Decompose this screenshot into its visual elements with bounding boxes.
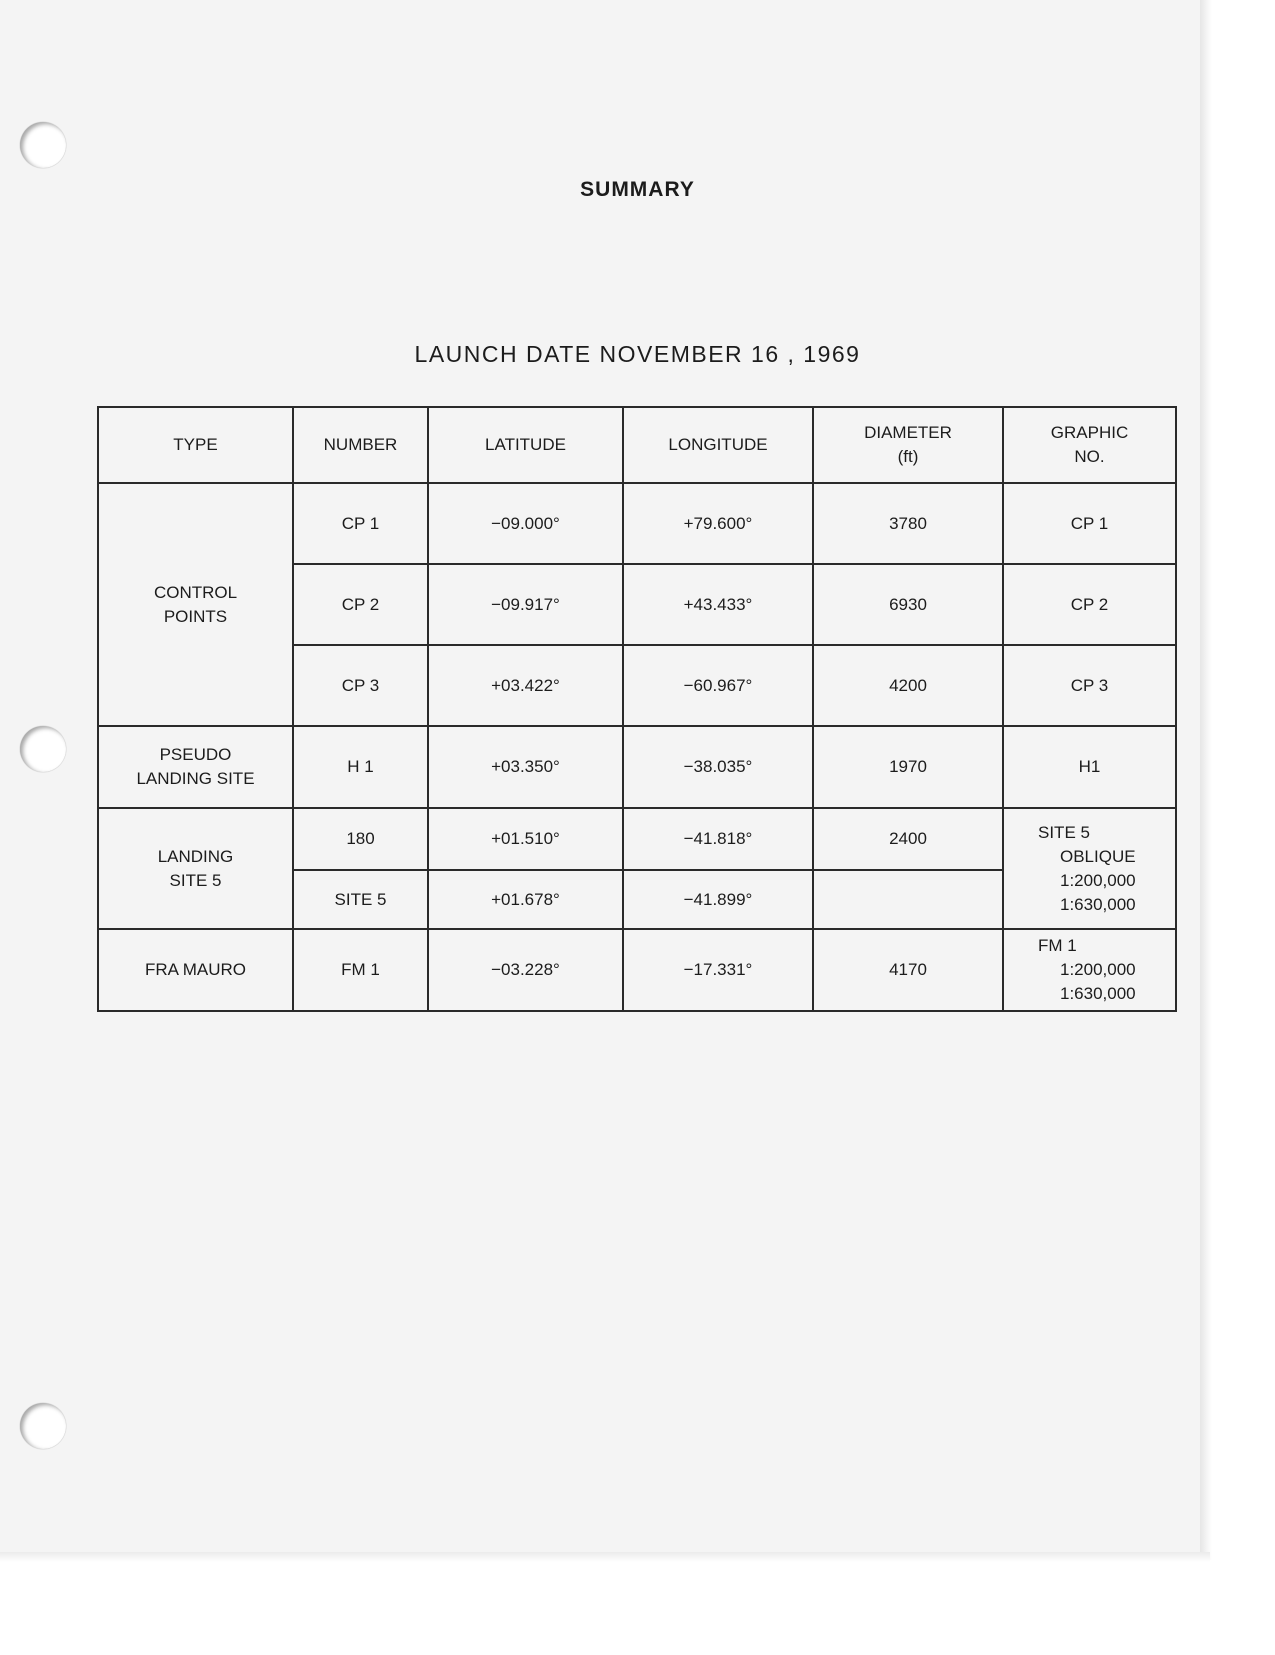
header-number: NUMBER bbox=[293, 407, 428, 483]
cell-longitude: +43.433° bbox=[623, 564, 813, 645]
cell-number: FM 1 bbox=[293, 929, 428, 1011]
cell-diameter bbox=[813, 870, 1003, 929]
type-label-line2: LANDING SITE bbox=[136, 769, 255, 788]
cell-number: CP 1 bbox=[293, 483, 428, 564]
graphic-line: 1:200,000 bbox=[1060, 960, 1136, 979]
cell-graphic: H1 bbox=[1003, 726, 1176, 808]
launch-date-heading: LAUNCH DATE NOVEMBER 16 , 1969 bbox=[414, 341, 861, 367]
graphic-line: 1:630,000 bbox=[1060, 894, 1136, 914]
cell-latitude: −09.917° bbox=[428, 564, 623, 645]
cell-longitude: −41.818° bbox=[623, 808, 813, 870]
cell-latitude: +03.422° bbox=[428, 645, 623, 726]
graphic-line: FM 1 bbox=[1038, 936, 1077, 955]
cell-longitude: −38.035° bbox=[623, 726, 813, 808]
cell-latitude: +01.678° bbox=[428, 870, 623, 929]
cell-diameter: 1970 bbox=[813, 726, 1003, 808]
cell-longitude: −60.967° bbox=[623, 645, 813, 726]
cell-number: H 1 bbox=[293, 726, 428, 808]
paper-bottom-shadow bbox=[0, 1552, 1210, 1562]
table-row bbox=[98, 808, 1176, 870]
header-graphic-label: GRAPHIC bbox=[1050, 423, 1129, 442]
type-label-line1: LANDING bbox=[157, 846, 234, 866]
header-graphic-no: NO. bbox=[1074, 447, 1105, 466]
cell-diameter: 4200 bbox=[813, 645, 1003, 726]
cell-number: CP 2 bbox=[293, 564, 428, 645]
header-type: TYPE bbox=[98, 407, 293, 483]
punch-hole-bottom-icon bbox=[20, 1403, 66, 1449]
punch-hole-top-icon bbox=[20, 122, 66, 168]
type-label-line1: PSEUDO bbox=[159, 745, 232, 764]
header-longitude: LONGITUDE bbox=[623, 407, 813, 483]
cell-latitude: +03.350° bbox=[428, 726, 623, 808]
cell-graphic: CP 2 bbox=[1003, 564, 1176, 645]
cell-latitude: +01.510° bbox=[428, 808, 623, 870]
cell-number: SITE 5 bbox=[293, 870, 428, 929]
type-pseudo-landing-site bbox=[98, 726, 293, 808]
graphic-line: 1:200,000 bbox=[1060, 870, 1136, 890]
type-label-line2: POINTS bbox=[163, 606, 228, 626]
table-row bbox=[98, 483, 1176, 564]
graphic-line: 1:630,000 bbox=[1060, 984, 1136, 1003]
punch-hole-middle-icon bbox=[20, 726, 66, 772]
cell-diameter: 4170 bbox=[813, 929, 1003, 1011]
cell-graphic-fm1 bbox=[1003, 929, 1176, 1011]
page-title: SUMMARY bbox=[580, 178, 695, 201]
header-diameter-label: DIAMETER bbox=[864, 423, 952, 442]
cell-graphic: CP 3 bbox=[1003, 645, 1176, 726]
cell-graphic: CP 1 bbox=[1003, 483, 1176, 564]
cell-graphic-site5 bbox=[1003, 808, 1176, 929]
type-landing-site-5 bbox=[98, 808, 293, 929]
cell-longitude: −41.899° bbox=[623, 870, 813, 929]
header-diameter bbox=[813, 407, 1003, 483]
cell-number: 180 bbox=[293, 808, 428, 870]
graphic-line: OBLIQUE bbox=[1060, 846, 1136, 866]
paper-edge-shadow bbox=[1200, 0, 1212, 1560]
cell-latitude: −03.228° bbox=[428, 929, 623, 1011]
cell-diameter: 6930 bbox=[813, 564, 1003, 645]
type-control-points bbox=[98, 483, 293, 726]
table-row bbox=[98, 929, 1176, 1011]
graphic-line: SITE 5 bbox=[1038, 822, 1090, 842]
cell-longitude: +79.600° bbox=[623, 483, 813, 564]
cell-latitude: −09.000° bbox=[428, 483, 623, 564]
type-fra-mauro: FRA MAURO bbox=[98, 929, 293, 1011]
type-label-line2: SITE 5 bbox=[169, 870, 222, 890]
table-header-row bbox=[98, 407, 1176, 483]
header-latitude: LATITUDE bbox=[428, 407, 623, 483]
cell-diameter: 3780 bbox=[813, 483, 1003, 564]
summary-table bbox=[97, 406, 1177, 1012]
cell-longitude: −17.331° bbox=[623, 929, 813, 1011]
header-diameter-unit: (ft) bbox=[897, 447, 919, 466]
table-row bbox=[98, 726, 1176, 808]
cell-number: CP 3 bbox=[293, 645, 428, 726]
type-label-line1: CONTROL bbox=[153, 582, 238, 602]
cell-diameter: 2400 bbox=[813, 808, 1003, 870]
header-graphic bbox=[1003, 407, 1176, 483]
